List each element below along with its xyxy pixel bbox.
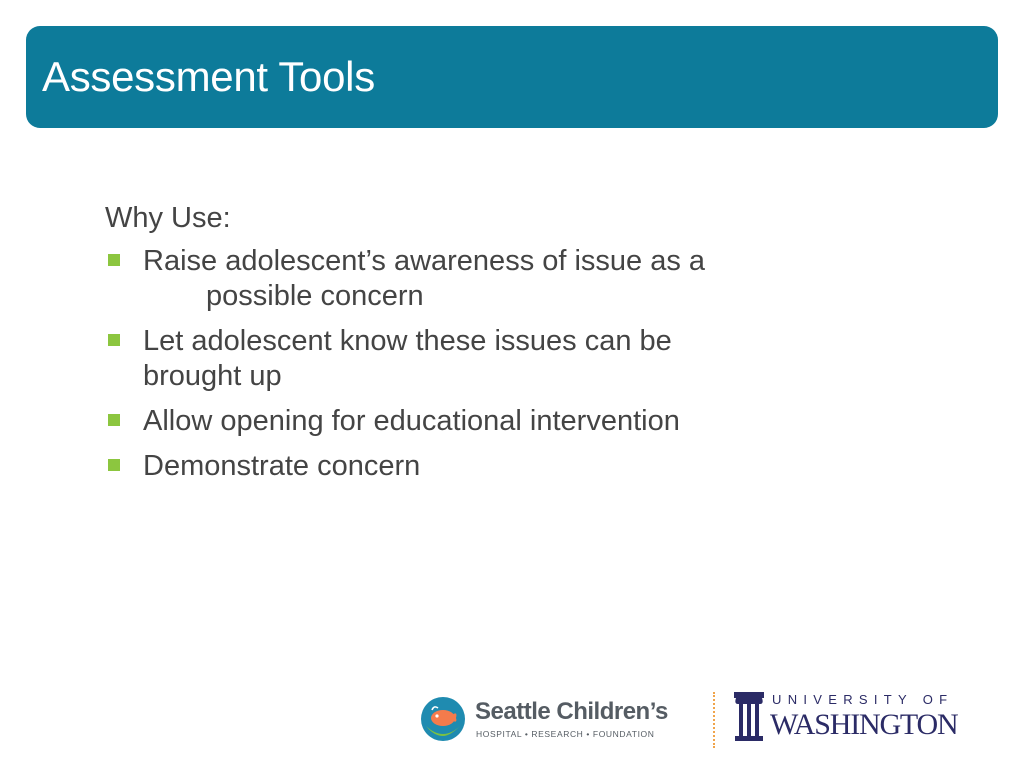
bullet-text: Let adolescent know these issues can be: [143, 325, 672, 357]
bullet-list: [105, 244, 865, 484]
whale-logo-icon: [420, 696, 466, 742]
bullet-text-continuation: brought up: [143, 360, 282, 392]
slide-body: [105, 200, 865, 494]
bullet-text: Raise adolescent’s awareness of issue as a: [143, 245, 706, 277]
bullet-text: Allow opening for educational intervention: [143, 405, 680, 437]
list-item: [105, 244, 865, 314]
logo-divider: [713, 692, 715, 748]
square-bullet-icon: [108, 414, 120, 426]
seattle-childrens-name: Seattle Children’s: [475, 698, 668, 725]
square-bullet-icon: [108, 334, 120, 346]
square-bullet-icon: [108, 254, 120, 266]
footer-logos: [420, 688, 958, 750]
list-item: [105, 404, 865, 439]
seattle-childrens-logo: [420, 696, 700, 746]
square-bullet-icon: [108, 459, 120, 471]
uw-washington: WASHINGTON: [770, 708, 958, 741]
bullet-text: Demonstrate concern: [143, 450, 421, 482]
uw-university-of: UNIVERSITY OF: [772, 692, 954, 707]
column-w-logo-icon: [732, 690, 766, 742]
bullet-text-continuation: possible concern: [206, 280, 424, 312]
seattle-childrens-tagline: HOSPITAL • RESEARCH • FOUNDATION: [476, 729, 655, 739]
slide-title: Assessment Tools: [42, 53, 375, 100]
uw-logo: [732, 690, 958, 746]
title-bar: [26, 26, 998, 128]
lead-text: Why Use:: [105, 202, 231, 234]
list-item: [105, 449, 865, 484]
list-item: [105, 324, 865, 394]
